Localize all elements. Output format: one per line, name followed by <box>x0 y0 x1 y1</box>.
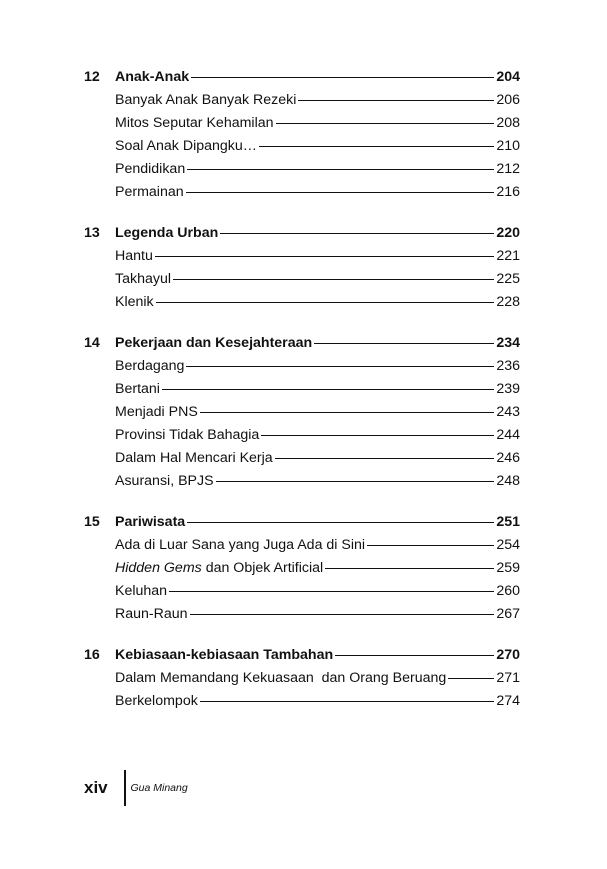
page-number: 225 <box>496 271 520 287</box>
dot-leader <box>186 192 495 193</box>
page-number: 254 <box>496 537 520 553</box>
toc-entry[interactable] <box>84 557 520 580</box>
page-number: 248 <box>496 473 520 489</box>
chapter-13 <box>84 222 520 314</box>
entry-title: Berdagang <box>115 358 185 374</box>
toc-entry[interactable] <box>84 667 520 690</box>
chapter-16 <box>84 644 520 713</box>
page-number: 228 <box>496 294 520 310</box>
dot-leader <box>186 366 494 367</box>
dot-leader <box>187 169 494 170</box>
toc-entry[interactable] <box>84 355 520 378</box>
entry-title <box>115 557 323 580</box>
dot-leader <box>367 545 494 546</box>
chapter-number: 14 <box>84 335 100 351</box>
page-number: 239 <box>496 381 520 397</box>
page-number: 251 <box>496 514 520 530</box>
chapter-title: Anak-Anak <box>115 69 190 85</box>
toc-entry[interactable] <box>84 580 520 603</box>
page-number: 236 <box>496 358 520 374</box>
toc-entry[interactable] <box>84 112 520 135</box>
chapter-number: 13 <box>84 225 100 241</box>
dot-leader <box>200 701 495 702</box>
chapter-number: 16 <box>84 647 100 663</box>
dot-leader <box>448 678 494 679</box>
dot-leader <box>276 123 495 124</box>
footer-divider <box>124 770 126 806</box>
page-number: 260 <box>496 583 520 599</box>
chapter-12 <box>84 66 520 204</box>
entry-title: Pendidikan <box>115 161 186 177</box>
entry-title-italic: Hidden Gems <box>115 560 202 576</box>
page-number: 208 <box>496 115 520 131</box>
dot-leader <box>187 522 494 523</box>
dot-leader <box>156 302 495 303</box>
toc-entry[interactable] <box>84 424 520 447</box>
entry-title: Soal Anak Dipangku… <box>115 138 257 154</box>
page-number: 270 <box>496 647 520 663</box>
page-number: 259 <box>496 560 520 576</box>
toc-entry[interactable] <box>84 135 520 158</box>
toc-entry[interactable] <box>84 470 520 493</box>
chapter-heading[interactable] <box>84 644 520 667</box>
chapter-14 <box>84 332 520 493</box>
dot-leader <box>325 568 494 569</box>
dot-leader <box>314 343 494 344</box>
toc-entry[interactable] <box>84 291 520 314</box>
chapter-title: Legenda Urban <box>115 225 219 241</box>
entry-title: Takhayul <box>115 271 171 287</box>
entry-title: Ada di Luar Sana yang Juga Ada di Sini <box>115 537 366 553</box>
dot-leader <box>259 146 494 147</box>
chapter-heading[interactable] <box>84 222 520 245</box>
toc-entry[interactable] <box>84 447 520 470</box>
toc-entry[interactable] <box>84 158 520 181</box>
chapter-title: Pariwisata <box>115 514 186 530</box>
dot-leader <box>200 412 495 413</box>
entry-title: Mitos Seputar Kehamilan <box>115 115 274 131</box>
page-number: 246 <box>496 450 520 466</box>
entry-title: Dalam Memandang Kekuasaan dan Orang Beruang <box>115 670 447 686</box>
toc-entry[interactable] <box>84 603 520 626</box>
page-number: 244 <box>496 427 520 443</box>
dot-leader <box>220 233 494 234</box>
chapter-heading[interactable] <box>84 511 520 534</box>
entry-title: Berkelompok <box>115 693 198 709</box>
entry-title: Bertani <box>115 381 160 397</box>
page-number: 271 <box>496 670 520 686</box>
dot-leader <box>162 389 494 390</box>
chapter-heading[interactable] <box>84 66 520 89</box>
entry-title-rest: dan Objek Artificial <box>201 560 324 576</box>
entry-title: Asuransi, BPJS <box>115 473 214 489</box>
entry-title: Permainan <box>115 184 184 200</box>
chapter-heading[interactable] <box>84 332 520 355</box>
table-of-contents <box>84 66 520 731</box>
toc-entry[interactable] <box>84 534 520 557</box>
dot-leader <box>216 481 495 482</box>
dot-leader <box>275 458 495 459</box>
page-number: 204 <box>496 69 520 85</box>
page-number: 216 <box>496 184 520 200</box>
dot-leader <box>261 435 494 436</box>
toc-entry[interactable] <box>84 378 520 401</box>
dot-leader <box>173 279 494 280</box>
toc-entry[interactable] <box>84 181 520 204</box>
toc-entry[interactable] <box>84 89 520 112</box>
running-title: Gua Minang <box>130 782 188 794</box>
entry-title: Menjadi PNS <box>115 404 198 420</box>
dot-leader <box>191 77 494 78</box>
chapter-title: Pekerjaan dan Kesejahteraan <box>115 335 313 351</box>
entry-title: Klenik <box>115 294 154 310</box>
entry-title: Hantu <box>115 248 153 264</box>
entry-title: Keluhan <box>115 583 168 599</box>
toc-entry[interactable] <box>84 245 520 268</box>
page-number: 234 <box>496 335 520 351</box>
toc-entry[interactable] <box>84 690 520 713</box>
page-footer <box>84 770 188 806</box>
entry-title: Dalam Hal Mencari Kerja <box>115 450 273 466</box>
dot-leader <box>190 614 495 615</box>
dot-leader <box>298 100 494 101</box>
page-number: 220 <box>496 225 520 241</box>
page-number: 267 <box>496 606 520 622</box>
chapter-title: Kebiasaan-kebiasaan Tambahan <box>115 647 334 663</box>
page-number: 206 <box>496 92 520 108</box>
toc-entry[interactable] <box>84 268 520 291</box>
toc-entry[interactable] <box>84 401 520 424</box>
page-number: 221 <box>496 248 520 264</box>
dot-leader <box>155 256 494 257</box>
chapter-number: 15 <box>84 514 100 530</box>
dot-leader <box>335 655 494 656</box>
dot-leader <box>169 591 494 592</box>
entry-title: Banyak Anak Banyak Rezeki <box>115 92 297 108</box>
entry-title: Raun-Raun <box>115 606 188 622</box>
page-number: 210 <box>496 138 520 154</box>
page-number: 212 <box>496 161 520 177</box>
chapter-15 <box>84 511 520 626</box>
folio-page-number: xiv <box>84 778 108 797</box>
entry-title: Provinsi Tidak Bahagia <box>115 427 260 443</box>
page-number: 274 <box>496 693 520 709</box>
chapter-number: 12 <box>84 69 100 85</box>
page-number: 243 <box>496 404 520 420</box>
